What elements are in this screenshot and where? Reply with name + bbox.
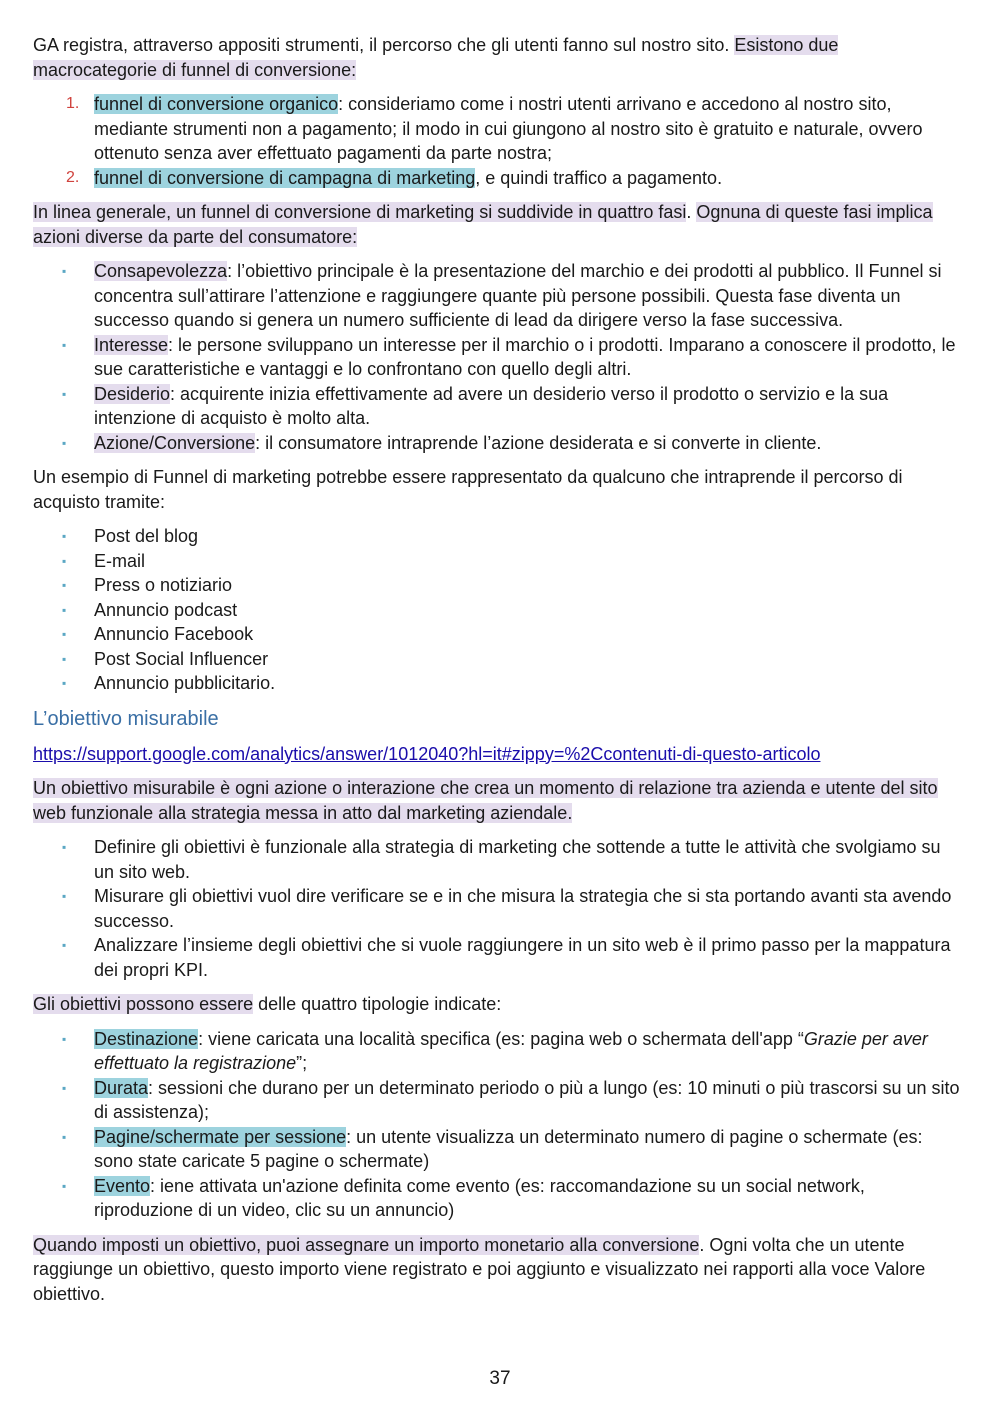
list-item	[33, 92, 965, 166]
bullet-icon: ▪	[62, 651, 67, 666]
list-item	[33, 259, 965, 333]
list-item	[33, 333, 965, 382]
item-italic-text: Grazie per aver effettuato la registrazione	[94, 1028, 928, 1073]
list-item	[33, 933, 965, 982]
item-text: Analizzare l’insieme degli obiettivi che si vuole raggiungere in un sito web è il primo passo per la mappatura dei propri KPI.	[94, 935, 951, 980]
list-item	[33, 1027, 965, 1076]
phases-intro-paragraph	[33, 200, 965, 249]
measurable-goal-highlight: Un obiettivo misurabile è ogni azione o interazione che crea un momento di relazione tra azienda e utente del sito web funzionale alla strategia messa in atto dal marketing aziendale.	[33, 778, 938, 823]
term-highlight: Pagine/schermate per sessione	[94, 1126, 347, 1147]
bullet-icon: ▪	[62, 1129, 67, 1144]
item-text: Annuncio podcast	[94, 599, 238, 620]
bullet-icon: ▪	[62, 1080, 67, 1095]
page-content	[33, 33, 965, 1316]
bullet-icon: ▪	[62, 1178, 67, 1193]
bullet-icon: ▪	[62, 938, 67, 952]
bullet-icon: ▪	[62, 627, 67, 641]
term-highlight: Destinazione	[94, 1028, 199, 1049]
term-highlight: Interesse	[94, 334, 169, 355]
item-text: E-mail	[94, 550, 146, 571]
item-text: Annuncio pubblicitario.	[94, 673, 276, 693]
goal-types-intro-paragraph	[33, 992, 965, 1017]
list-item	[33, 431, 965, 456]
list-item	[33, 671, 965, 696]
bullet-icon: ▪	[62, 553, 67, 568]
list-item	[33, 573, 965, 598]
bullet-icon: ▪	[62, 889, 67, 903]
term-highlight: Desiderio	[94, 383, 171, 404]
list-item	[33, 1125, 965, 1174]
bullet-icon: ▪	[62, 435, 67, 450]
item-text: : viene caricata una località specifica (es: pagina web o schermata dell'app “	[198, 1028, 804, 1049]
list-number: 1.	[66, 95, 80, 112]
list-item	[33, 382, 965, 431]
list-number: 2.	[66, 168, 80, 186]
bullet-icon: ▪	[62, 529, 67, 543]
term-highlight: funnel di conversione organico	[94, 94, 339, 114]
list-item	[33, 835, 965, 884]
monetary-value-paragraph	[33, 1233, 965, 1307]
bullet-icon: ▪	[62, 337, 67, 352]
item-text: Misurare gli obiettivi vuol dire verificare se e in che misura la strategia che si sta portando avanti sta avendo successo.	[94, 886, 952, 931]
phases-mid-text: .	[686, 202, 697, 222]
goal-points-list	[33, 835, 965, 982]
goal-types-list	[33, 1027, 965, 1223]
bullet-icon: ▪	[62, 264, 67, 278]
item-text: : acquirente inizia effettivamente ad avere un desiderio verso il prodotto o servizio e la sua intenzione di acquisto è molto alta.	[94, 383, 889, 428]
bullet-icon: ▪	[62, 386, 67, 401]
list-item	[33, 166, 965, 191]
list-item	[33, 622, 965, 647]
phases-highlight-2: Ognuna di queste fasi implica azioni diverse da parte del consumatore:	[33, 202, 933, 247]
item-text: Definire gli obiettivi è funzionale alla strategia di marketing che sottende a tutte le attività che svolgiamo su un sito web.	[94, 837, 941, 882]
item-text: : l’obiettivo principale è la presentazione del marchio e dei prodotti al pubblico. Il Funnel si concentra sull’attirare l’attenzione e raggiungere quante più persone possibili. Questa fase diventa un successo quando si genera un numero sufficiente di lead da dirigere verso la fase successiva.	[94, 261, 942, 330]
support-link[interactable]: https://support.google.com/analytics/answer/1012040?hl=it#zippy=%2Ccontenuti-di-questo-articolo	[33, 743, 821, 764]
item-tail-text: ”;	[296, 1053, 308, 1073]
item-text: : iene attivata un'azione definita come evento (es: raccomandazione su un social network, riproduzione di un video, clic su un annuncio)	[94, 1175, 865, 1220]
item-text: Press o notiziario	[94, 575, 233, 595]
goal-types-text: delle quattro tipologie indicate:	[253, 994, 502, 1014]
goal-types-highlight: Gli obiettivi possono essere	[33, 994, 254, 1014]
measurable-goal-paragraph	[33, 776, 965, 825]
bullet-icon: ▪	[62, 1031, 67, 1046]
phases-list	[33, 259, 965, 455]
item-text: : il consumatore intraprende l’azione desiderata e si converte in cliente.	[255, 432, 822, 453]
bullet-icon: ▪	[62, 602, 67, 617]
page-number: 37	[489, 1368, 511, 1389]
item-text: Post Social Influencer	[94, 648, 269, 669]
item-text: , e quindi traffico a pagamento.	[475, 167, 723, 188]
list-item	[33, 647, 965, 672]
list-item	[33, 1174, 965, 1223]
intro-text: GA registra, attraverso appositi strumenti, il percorso che gli utenti fanno sul nostro sito.	[33, 35, 735, 55]
item-text: Annuncio Facebook	[94, 624, 254, 644]
list-item	[33, 524, 965, 549]
item-text: : sessioni che durano per un determinato periodo o più a lungo (es: 10 minuti o più trascorsi su un sito di assistenza);	[94, 1077, 960, 1122]
term-highlight: Azione/Conversione	[94, 432, 256, 453]
monetary-value-highlight: Quando imposti un obiettivo, puoi assegnare un importo monetario alla conversione	[33, 1234, 700, 1255]
item-text: Post del blog	[94, 526, 199, 546]
bullet-icon: ▪	[62, 578, 67, 592]
intro-paragraph	[33, 33, 965, 82]
channels-list	[33, 524, 965, 696]
item-text: : consideriamo come i nostri utenti arrivano e accedono al nostro sito, mediante strumenti non a pagamento; il modo in cui giungono al nostro sito è gratuito e naturale, ovvero ottenuto senza aver effettuato pagamenti da parte nostra;	[94, 94, 923, 163]
item-text: : le persone sviluppano un interesse per il marchio o i prodotti. Imparano a conoscere il prodotto, le sue caratteristiche e vantaggi e lo confrontano con quello degli altri.	[94, 334, 956, 379]
example-paragraph: Un esempio di Funnel di marketing potrebbe essere rappresentato da qualcuno che intraprende il percorso di acquisto tramite:	[33, 467, 903, 512]
term-highlight: Durata	[94, 1077, 149, 1098]
funnel-types-list	[33, 92, 965, 190]
term-highlight: Evento	[94, 1175, 151, 1196]
bullet-icon: ▪	[62, 840, 67, 854]
term-highlight: funnel di conversione di campagna di marketing	[94, 167, 476, 188]
phases-highlight-1: In linea generale, un funnel di conversione di marketing si suddivide in quattro fasi	[33, 202, 687, 222]
list-item	[33, 884, 965, 933]
term-highlight: Consapevolezza	[94, 261, 228, 281]
bullet-icon: ▪	[62, 676, 67, 690]
list-item	[33, 598, 965, 623]
list-item	[33, 1076, 965, 1125]
item-text: : un utente visualizza un determinato numero di pagine o schermate (es: sono state caricate 5 pagine o schermate)	[94, 1126, 923, 1171]
list-item	[33, 549, 965, 574]
section-heading: L’obiettivo misurabile	[33, 707, 219, 730]
monetary-value-text: . Ogni volta che un utente raggiunge un obiettivo, questo importo viene registrato e poi aggiunto e visualizzato nei rapporti alla voce Valore obiettivo.	[33, 1234, 926, 1304]
intro-highlight: Esistono due macrocategorie di funnel di conversione:	[33, 35, 839, 80]
